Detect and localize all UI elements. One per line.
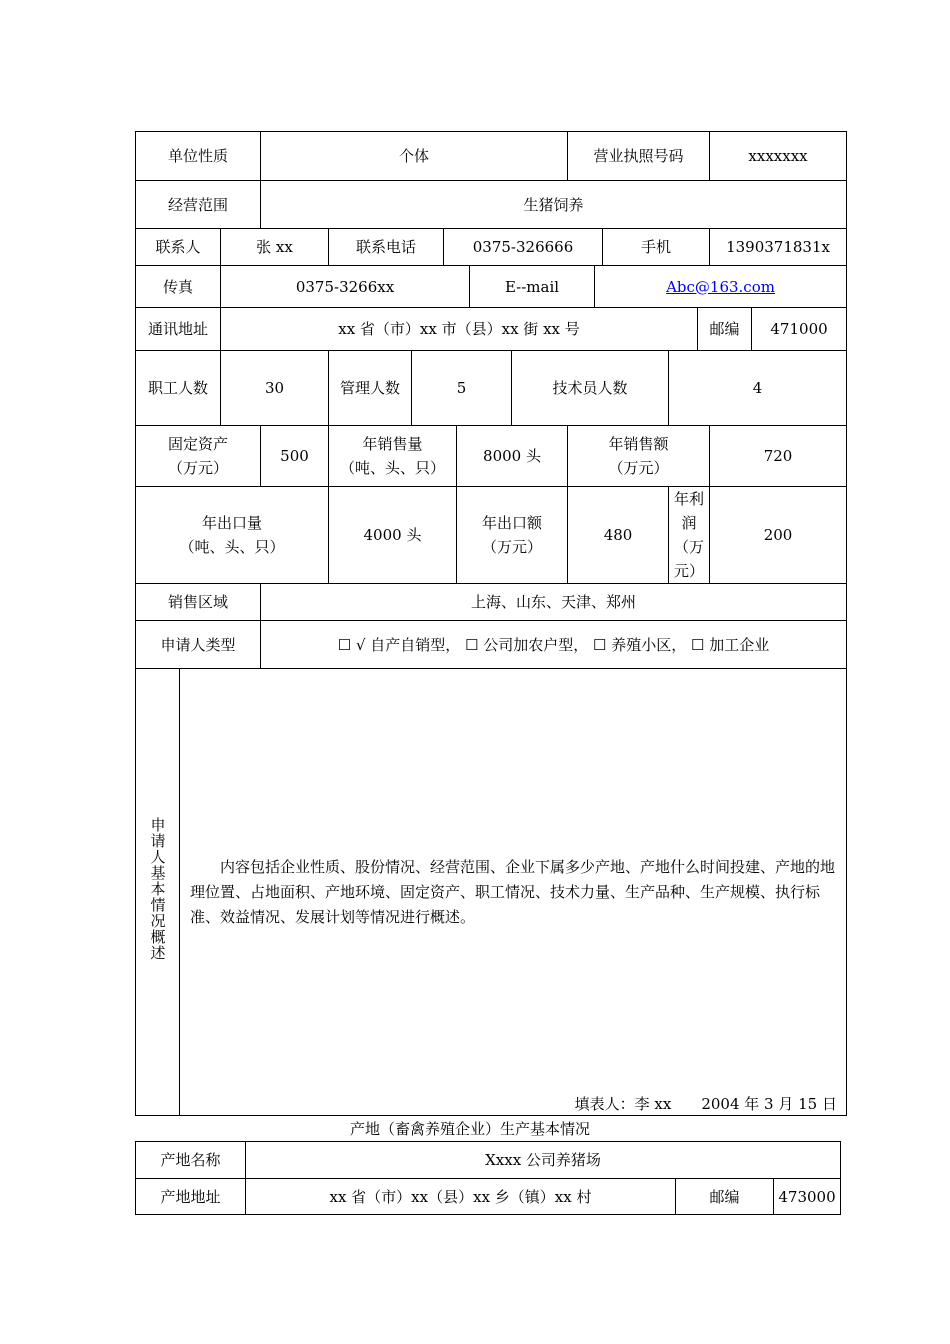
mobile-label: 手机: [603, 229, 710, 266]
contact-person-label: 联系人: [136, 229, 221, 266]
fax-label: 传真: [136, 266, 221, 308]
form-footer: [0, 1093, 837, 1115]
zip-value: 471000: [752, 308, 847, 351]
contact-phone-value: 0375-326666: [444, 229, 603, 266]
business-scope-label: 经营范围: [136, 181, 261, 229]
unit-nature-label: 单位性质: [136, 132, 261, 181]
annual-sales-amount-value: 720: [710, 426, 847, 487]
address-value: xx 省（市）xx 市（县）xx 街 xx 号: [221, 308, 698, 351]
sales-region-value: 上海、山东、天津、郑州: [261, 584, 847, 621]
applicant-info-table: [135, 131, 847, 1116]
fixed-assets-label: 固定资产 （万元）: [136, 426, 261, 487]
site-address-label: 产地地址: [136, 1179, 246, 1215]
annual-export-amount-label: 年出口额 （万元）: [457, 487, 568, 584]
contact-person-value: 张 xx: [221, 229, 329, 266]
annual-sales-volume-label: 年销售量 （吨、头、只）: [329, 426, 457, 487]
email-link[interactable]: Abc@163.com: [666, 277, 775, 296]
applicant-type-label: 申请人类型: [136, 621, 261, 669]
site-zip-value: 473000: [774, 1179, 841, 1215]
annual-export-volume-label: 年出口量 （吨、头、只）: [136, 487, 329, 584]
site-name-label: 产地名称: [136, 1142, 246, 1179]
staff-count-label: 职工人数: [136, 351, 221, 426]
business-license-value: xxxxxxx: [710, 132, 847, 181]
annual-sales-amount-label: 年销售额 （万元）: [568, 426, 710, 487]
management-count-value: 5: [412, 351, 512, 426]
production-site-table: [135, 1141, 841, 1215]
annual-export-amount-value: 480: [568, 487, 669, 584]
annual-export-volume-value: 4000 头: [329, 487, 457, 584]
mobile-value: 1390371831x: [710, 229, 847, 266]
fill-date: 2004 年 3 月 15 日: [701, 1095, 837, 1113]
annual-profit-label: 年利润 （万元）: [669, 487, 710, 584]
site-name-value: Xxxx 公司养猪场: [246, 1142, 841, 1179]
management-count-label: 管理人数: [329, 351, 412, 426]
staff-count-value: 30: [221, 351, 329, 426]
tech-count-value: 4: [669, 351, 847, 426]
fax-value: 0375-3266xx: [221, 266, 470, 308]
annual-profit-value: 200: [710, 487, 847, 584]
business-scope-value: 生猪饲养: [261, 181, 847, 229]
filler-name: 填表人：李 xx: [574, 1095, 672, 1113]
fixed-assets-value: 500: [261, 426, 329, 487]
email-label: E--mail: [470, 266, 595, 308]
applicant-summary-label: 申请人基本情况概述: [136, 669, 180, 1116]
contact-phone-label: 联系电话: [329, 229, 444, 266]
applicant-type-options[interactable]: ☐ √ 自产自销型， ☐ 公司加农户型， ☐ 养殖小区， ☐ 加工企业: [261, 621, 847, 669]
applicant-summary-text[interactable]: 内容包括企业性质、股份情况、经营范围、企业下属多少产地、产地什么时间投建、产地的地理位置、占地面积、产地环境、固定资产、职工情况、技术力量、生产品种、生产规模、执行标准、效益情况、发展计划等情况进行概述。: [180, 669, 847, 1116]
annual-sales-volume-value: 8000 头: [457, 426, 568, 487]
business-license-label: 营业执照号码: [568, 132, 710, 181]
site-zip-label: 邮编: [676, 1179, 774, 1215]
sales-region-label: 销售区域: [136, 584, 261, 621]
tech-count-label: 技术员人数: [512, 351, 669, 426]
zip-label: 邮编: [698, 308, 752, 351]
production-section-title: 产地（畜禽养殖企业）生产基本情况: [350, 1120, 591, 1138]
unit-nature-value: 个体: [261, 132, 568, 181]
site-address-value: xx 省（市）xx（县）xx 乡（镇）xx 村: [246, 1179, 676, 1215]
email-value[interactable]: [595, 266, 847, 308]
address-label: 通讯地址: [136, 308, 221, 351]
